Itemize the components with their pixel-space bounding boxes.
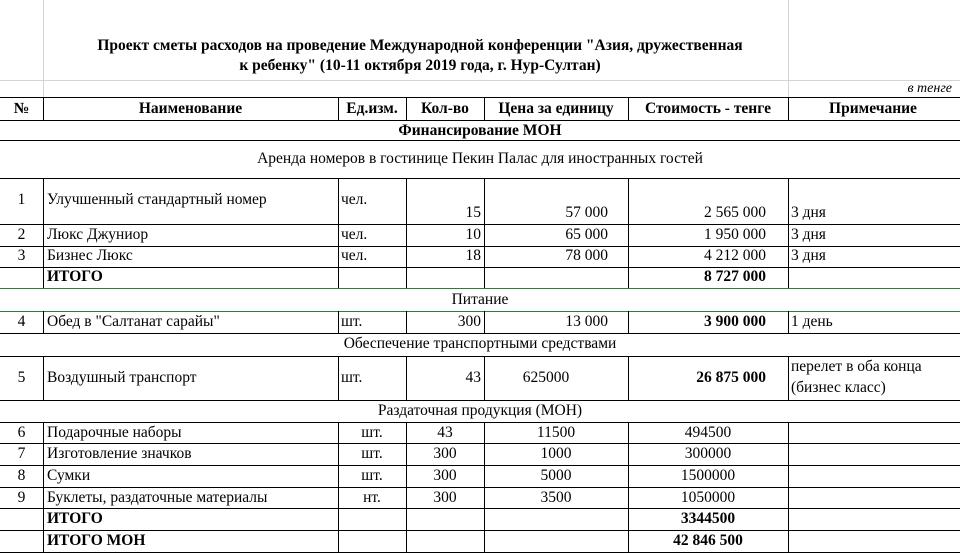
funding-heading: Финансирование МОН [398, 122, 562, 139]
grid-line [0, 400, 960, 401]
grid-line [0, 288, 960, 289]
header-qty: Кол-во [421, 100, 469, 117]
row-6-price: 11500 [536, 424, 576, 441]
grid-line [43, 356, 44, 400]
row-9-price: 3500 [540, 489, 572, 506]
row-3-name: Бизнес Люкс [47, 247, 133, 264]
grid-line [0, 311, 960, 312]
grid-line [0, 530, 960, 531]
row-6-cost: 494500 [684, 424, 732, 441]
section-food: Питание [451, 291, 509, 308]
row-5-num: 5 [17, 369, 26, 386]
row-5-cost: 26 875 000 [696, 369, 766, 386]
row-3-price: 78 000 [565, 247, 608, 264]
row-4-qty: 300 [457, 313, 481, 330]
grid-line [0, 267, 960, 268]
grand-total-value: 42 846 500 [673, 532, 743, 549]
hotel-total-value: 8 727 000 [704, 268, 766, 285]
hotel-total-label: ИТОГО [47, 268, 103, 285]
header-name: Наименование [138, 100, 243, 117]
row-4-note: 1 день [791, 313, 833, 330]
row-5-note-line-2: (бизнес класс) [791, 379, 886, 396]
grid-line [0, 422, 960, 423]
row-1-num: 1 [17, 191, 26, 208]
row-4-price: 13 000 [565, 313, 608, 330]
grid-line [0, 224, 960, 225]
section-hotel: Аренда номеров в гостинице Пекин Палас для иностранных гостей [257, 150, 703, 167]
row-1-price: 57 000 [565, 204, 608, 221]
row-2-name: Люкс Джуниор [47, 226, 149, 243]
row-4-name: Обед в "Салтанат сарайы" [47, 313, 220, 330]
row-5-qty: 43 [465, 369, 481, 386]
section-handout: Раздаточная продукция (МОН) [377, 402, 583, 419]
row-2-cost: 1 950 000 [704, 226, 766, 243]
handout-total-label: ИТОГО [47, 510, 103, 527]
row-1-name: Улучшенный стандартный номер [47, 191, 267, 208]
grid-line [43, 311, 44, 333]
grid-line [0, 487, 960, 488]
grid-line [338, 178, 339, 288]
row-2-num: 2 [17, 226, 26, 243]
grid-line [338, 311, 339, 333]
row-2-unit: чел. [341, 226, 368, 243]
grid-line [0, 465, 960, 466]
row-5-price: 625000 [522, 369, 570, 386]
document-title-line-2: к ребенку" (10-11 октября 2019 года, г. Нур-Султан) [239, 57, 601, 74]
row-3-num: 3 [17, 247, 26, 264]
document-title-line-1: Проект сметы расходов на проведение Международной конференции "Азия, дружественная [97, 37, 743, 54]
row-2-qty: 10 [465, 226, 481, 243]
grid-line [338, 356, 339, 400]
currency-note: в тенге [907, 81, 952, 96]
row-3-cost: 4 212 000 [704, 247, 766, 264]
row-7-price: 1000 [540, 445, 572, 462]
row-6-num: 6 [17, 424, 26, 441]
row-5-note-line-1: перелет в оба конца [791, 358, 922, 375]
row-7-qty: 300 [433, 445, 457, 462]
row-9-name: Буклеты, раздаточные материалы [47, 489, 268, 506]
grand-total-label: ИТОГО МОН [47, 532, 146, 549]
row-7-num: 7 [17, 445, 26, 462]
row-1-unit: чел. [341, 191, 368, 208]
row-3-unit: чел. [341, 247, 368, 264]
row-9-cost: 1050000 [680, 489, 736, 506]
row-8-unit: шт. [361, 467, 383, 484]
row-2-note: 3 дня [791, 226, 826, 243]
row-8-num: 8 [17, 467, 26, 484]
grid-line [0, 356, 960, 357]
section-transport: Обеспечение транспортными средствами [343, 335, 617, 352]
row-1-qty: 15 [465, 204, 481, 221]
header-cost: Стоимость - тенге [645, 100, 771, 117]
grid-line [0, 443, 960, 444]
row-8-qty: 300 [433, 467, 457, 484]
row-6-qty: 43 [437, 424, 453, 441]
grid-line [0, 120, 960, 121]
row-4-cost: 3 900 000 [704, 313, 766, 330]
row-5-name: Воздушный транспорт [47, 369, 197, 386]
row-4-unit: шт. [341, 313, 363, 330]
grid-line [0, 178, 960, 179]
row-9-qty: 300 [433, 489, 457, 506]
grid-line [0, 140, 960, 141]
grid-line [0, 333, 960, 334]
header-num: № [13, 100, 30, 117]
header-note: Примечание [829, 100, 917, 117]
grid-line [788, 356, 789, 400]
grid-line [43, 178, 44, 288]
header-price: Цена за единицу [498, 100, 614, 117]
row-8-price: 5000 [540, 467, 572, 484]
header-unit: Ед.изм. [346, 100, 398, 117]
row-9-unit: нт. [363, 489, 381, 506]
row-6-name: Подарочные наборы [47, 424, 182, 441]
row-8-cost: 1500000 [680, 467, 736, 484]
row-7-cost: 300000 [684, 445, 732, 462]
handout-total-value: 3344500 [680, 510, 736, 527]
row-7-unit: шт. [361, 445, 383, 462]
grid-line [43, 422, 44, 552]
row-3-qty: 18 [465, 247, 481, 264]
grid-line [0, 552, 960, 553]
row-3-note: 3 дня [791, 247, 826, 264]
row-5-unit: шт. [341, 369, 363, 386]
grid-line [788, 311, 789, 333]
row-7-name: Изготовление значков [47, 445, 192, 462]
row-6-unit: шт. [361, 424, 383, 441]
grid-line [788, 178, 789, 288]
row-8-name: Сумки [47, 467, 91, 484]
row-1-cost: 2 565 000 [704, 204, 766, 221]
row-1-note: 3 дня [791, 204, 826, 221]
grid-line [788, 422, 789, 552]
grid-line [0, 508, 960, 509]
row-2-price: 65 000 [565, 226, 608, 243]
row-9-num: 9 [17, 489, 26, 506]
row-4-num: 4 [17, 313, 26, 330]
